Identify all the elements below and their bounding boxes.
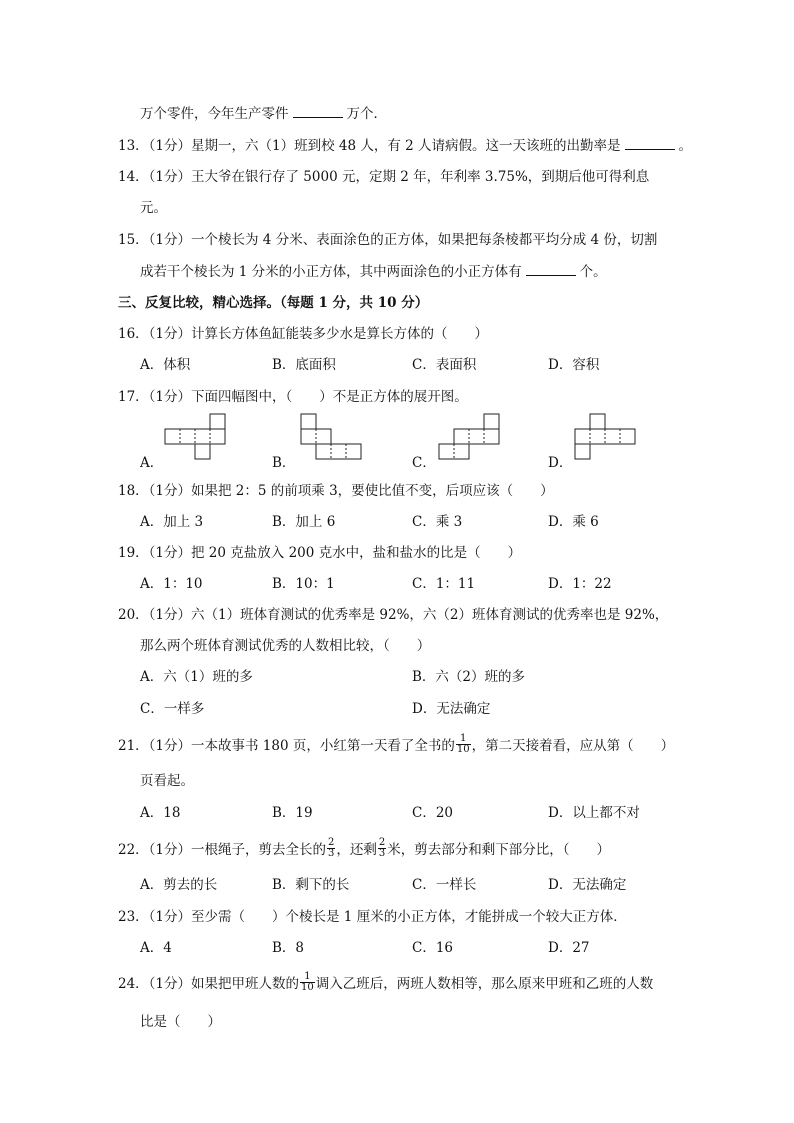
question-20: 20．（1分）六（1）班体育测试的优秀率是 92%，六（2）班体育测试的优秀率也是 92%， bbox=[118, 607, 669, 623]
question-14-line2: 元。 bbox=[140, 200, 167, 216]
cube-net-d-figure bbox=[572, 412, 642, 462]
q12-tail bbox=[140, 102, 387, 122]
fraction bbox=[456, 734, 471, 755]
q22-option-a[interactable]: A．剪去的长 bbox=[140, 877, 218, 893]
cube-net-b-figure bbox=[296, 412, 366, 462]
answer-blank[interactable] bbox=[625, 137, 675, 150]
fraction-denominator: 3 bbox=[378, 848, 386, 859]
q21-option-a[interactable]: A．18 bbox=[140, 805, 181, 821]
q23-option-d[interactable]: D．27 bbox=[548, 940, 590, 956]
fraction-numerator: 1 bbox=[456, 734, 471, 745]
fraction-denominator: 10 bbox=[456, 744, 470, 755]
q22-text-end: 米，剪去部分和剩下部分比，（ ） bbox=[387, 842, 611, 858]
q20-option-b[interactable]: B．六（2）班的多 bbox=[412, 669, 526, 685]
q22-text-mid: ，还剩 bbox=[336, 842, 377, 858]
fraction-denominator: 3 bbox=[328, 848, 335, 859]
q24-text: 24．（1分）如果把甲班人数的 bbox=[118, 976, 300, 992]
fraction-numerator: 2 bbox=[378, 837, 386, 848]
fraction-numerator: 1 bbox=[300, 972, 315, 983]
q17-option-d[interactable]: D． bbox=[548, 455, 573, 471]
answer-blank[interactable] bbox=[526, 263, 576, 276]
q23-option-a[interactable]: A．4 bbox=[140, 940, 172, 956]
q16-option-b[interactable]: B．底面积 bbox=[272, 357, 336, 373]
q24-text-end: 调入乙班后，两班人数相等，那么原来甲班和乙班的人数 bbox=[315, 976, 654, 992]
q19-option-b[interactable]: B．10：1 bbox=[272, 576, 335, 592]
q17-option-a[interactable]: A． bbox=[140, 455, 164, 471]
q23-option-b[interactable]: B．8 bbox=[272, 940, 305, 956]
q18-option-b[interactable]: B．加上 6 bbox=[272, 514, 336, 530]
question-20-line2: 那么两个班体育测试优秀的人数相比较，（ ） bbox=[140, 638, 431, 654]
q21-option-b[interactable]: B．19 bbox=[272, 805, 313, 821]
q12-tail-end: 万个． bbox=[346, 106, 387, 122]
q15-text: 成若干个棱长为 1 分米的小正方体，其中两面涂色的小正方体有 bbox=[140, 264, 522, 280]
question-19: 19．（1分）把 20 克盐放入 200 克水中，盐和盐水的比是（ ） bbox=[118, 545, 522, 561]
question-14: 14．（1分）王大爷在银行存了 5000 元，定期 2 年，年利率 3.75%，到期后他可得利息 bbox=[118, 169, 650, 185]
q20-option-c[interactable]: C．一样多 bbox=[140, 701, 205, 717]
question-24 bbox=[118, 972, 653, 995]
q16-option-c[interactable]: C．表面积 bbox=[412, 357, 477, 373]
q18-option-a[interactable]: A．加上 3 bbox=[140, 514, 204, 530]
cube-net-c-figure bbox=[436, 412, 506, 462]
q21-text: 21．（1分）一本故事书 180 页，小红第一天看了全书的 bbox=[118, 738, 455, 754]
q17-option-b[interactable]: B． bbox=[272, 455, 296, 471]
q19-option-a[interactable]: A．1：10 bbox=[140, 576, 203, 592]
fraction-numerator: 2 bbox=[328, 837, 335, 848]
q20-option-d[interactable]: D．无法确定 bbox=[412, 701, 491, 717]
q23-option-c[interactable]: C．16 bbox=[412, 940, 454, 956]
question-21-line2: 页看起。 bbox=[140, 773, 194, 789]
question-15: 15．（1分）一个棱长为 4 分米、表面涂色的正方体，如果把每条棱都平均分成 4 份，切割 bbox=[118, 232, 658, 248]
section-heading: 三、反复比较，精心选择。（每题 1 分，共 10 分） bbox=[118, 295, 429, 311]
question-21 bbox=[118, 734, 674, 757]
cube-net-a-figure bbox=[160, 412, 230, 462]
fraction bbox=[300, 972, 315, 993]
q21-text-end: ，第二天接着看，应从第（ ） bbox=[471, 738, 675, 754]
q22-text: 22．（1分）一根绳子，剪去全长的 bbox=[118, 842, 327, 858]
q21-option-d[interactable]: D．以上都不对 bbox=[548, 805, 640, 821]
question-13 bbox=[118, 134, 692, 154]
q18-option-c[interactable]: C．乘 3 bbox=[412, 514, 463, 530]
q13-text: 13．（1分）星期一，六（1）班到校 48 人，有 2 人请病假。这一天该班的出勤率是 bbox=[118, 138, 621, 154]
q16-option-d[interactable]: D．容积 bbox=[548, 357, 600, 373]
fraction-denominator: 10 bbox=[301, 982, 314, 993]
q22-option-b[interactable]: B．剩下的长 bbox=[272, 877, 350, 893]
question-17: 17．（1分）下面四幅图中，（ ）不是正方体的展开图。 bbox=[118, 389, 468, 405]
question-23: 23．（1分）至少需（ ）个棱长是 1 厘米的小正方体，才能拼成一个较大正方体． bbox=[118, 909, 627, 925]
q21-option-c[interactable]: C．20 bbox=[412, 805, 454, 821]
q18-option-d[interactable]: D．乘 6 bbox=[548, 514, 599, 530]
q22-option-c[interactable]: C．一样长 bbox=[412, 877, 477, 893]
question-22 bbox=[118, 838, 610, 861]
answer-blank[interactable] bbox=[293, 105, 343, 118]
q19-option-d[interactable]: D．1：22 bbox=[548, 576, 612, 592]
question-24-line2: 比是（ ） bbox=[140, 1014, 221, 1030]
question-16: 16．（1分）计算长方体鱼缸能装多少水是算长方体的（ ） bbox=[118, 326, 489, 342]
q22-option-d[interactable]: D．无法确定 bbox=[548, 877, 627, 893]
q20-option-a[interactable]: A．六（1）班的多 bbox=[140, 669, 253, 685]
fraction bbox=[327, 838, 335, 859]
question-18: 18．（1分）如果把 2：5 的前项乘 3，要使比值不变，后项应该（ ） bbox=[118, 483, 554, 499]
q12-tail-text: 万个零件，今年生产零件 bbox=[140, 106, 289, 122]
question-15-line2 bbox=[140, 260, 607, 280]
q16-option-a[interactable]: A．体积 bbox=[140, 357, 191, 373]
q19-option-c[interactable]: C．1：11 bbox=[412, 576, 476, 592]
q13-end: 。 bbox=[678, 138, 693, 154]
fraction bbox=[378, 838, 386, 859]
q15-end: 个。 bbox=[579, 264, 607, 280]
q17-option-c[interactable]: C． bbox=[412, 455, 436, 471]
